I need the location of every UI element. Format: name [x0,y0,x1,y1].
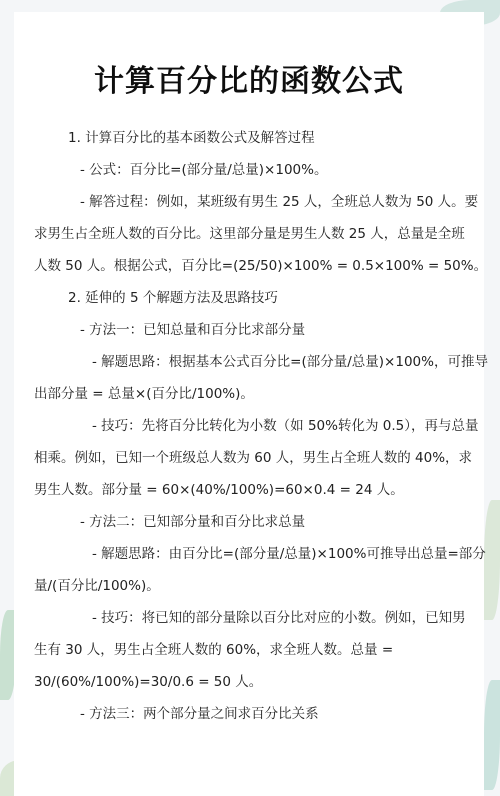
text-line: - 方法二：已知部分量和百分比求总量 [80,514,306,530]
text-line: 量/(百分比/100%)。 [34,578,160,594]
document-card [14,12,488,796]
leaf-decoration [484,500,500,620]
text-line: 求男生占全班人数的百分比。这里部分量是男生人数 25 人，总量是全班 [34,226,465,242]
text-line: - 技巧：将已知的部分量除以百分比对应的小数。例如，已知男 [92,610,466,626]
text-line: 男生人数。部分量 = 60×(40%/100%)=60×0.4 = 24 人。 [34,482,404,498]
leaf-decoration [484,680,500,790]
page-title: 计算百分比的函数公式 [94,64,404,99]
text-line: 30/(60%/100%)=30/0.6 = 50 人。 [34,674,263,690]
text-line: - 解答过程：例如，某班级有男生 25 人，全班总人数为 50 人。要 [80,194,479,210]
text-line: 出部分量 = 总量×(百分比/100%)。 [34,386,254,402]
text-line: - 解题思路：由百分比=(部分量/总量)×100%可推导出总量=部分 [92,546,486,562]
text-line: - 方法三：两个部分量之间求百分比关系 [80,706,319,722]
document-body [34,122,488,730]
text-line: 生有 30 人，男生占全班人数的 60%，求全班人数。总量 = [34,642,394,658]
section-heading: 1. 计算百分比的基本函数公式及解答过程 [68,130,315,146]
text-line: - 公式：百分比=(部分量/总量)×100%。 [80,162,328,178]
text-line: - 解题思路：根据基本公式百分比=(部分量/总量)×100%，可推导 [92,354,488,370]
text-line: - 方法一：已知总量和百分比求部分量 [80,322,306,338]
text-line: 相乘。例如，已知一个班级总人数为 60 人，男生占全班人数的 40%，求 [34,450,473,466]
text-line: 人数 50 人。根据公式，百分比=(25/50)×100% = 0.5×100% = 50%。 [34,258,488,274]
section-heading: 2. 延伸的 5 个解题方法及思路技巧 [68,290,278,306]
text-line: - 技巧：先将百分比转化为小数（如 50%转化为 0.5），再与总量 [92,418,479,434]
